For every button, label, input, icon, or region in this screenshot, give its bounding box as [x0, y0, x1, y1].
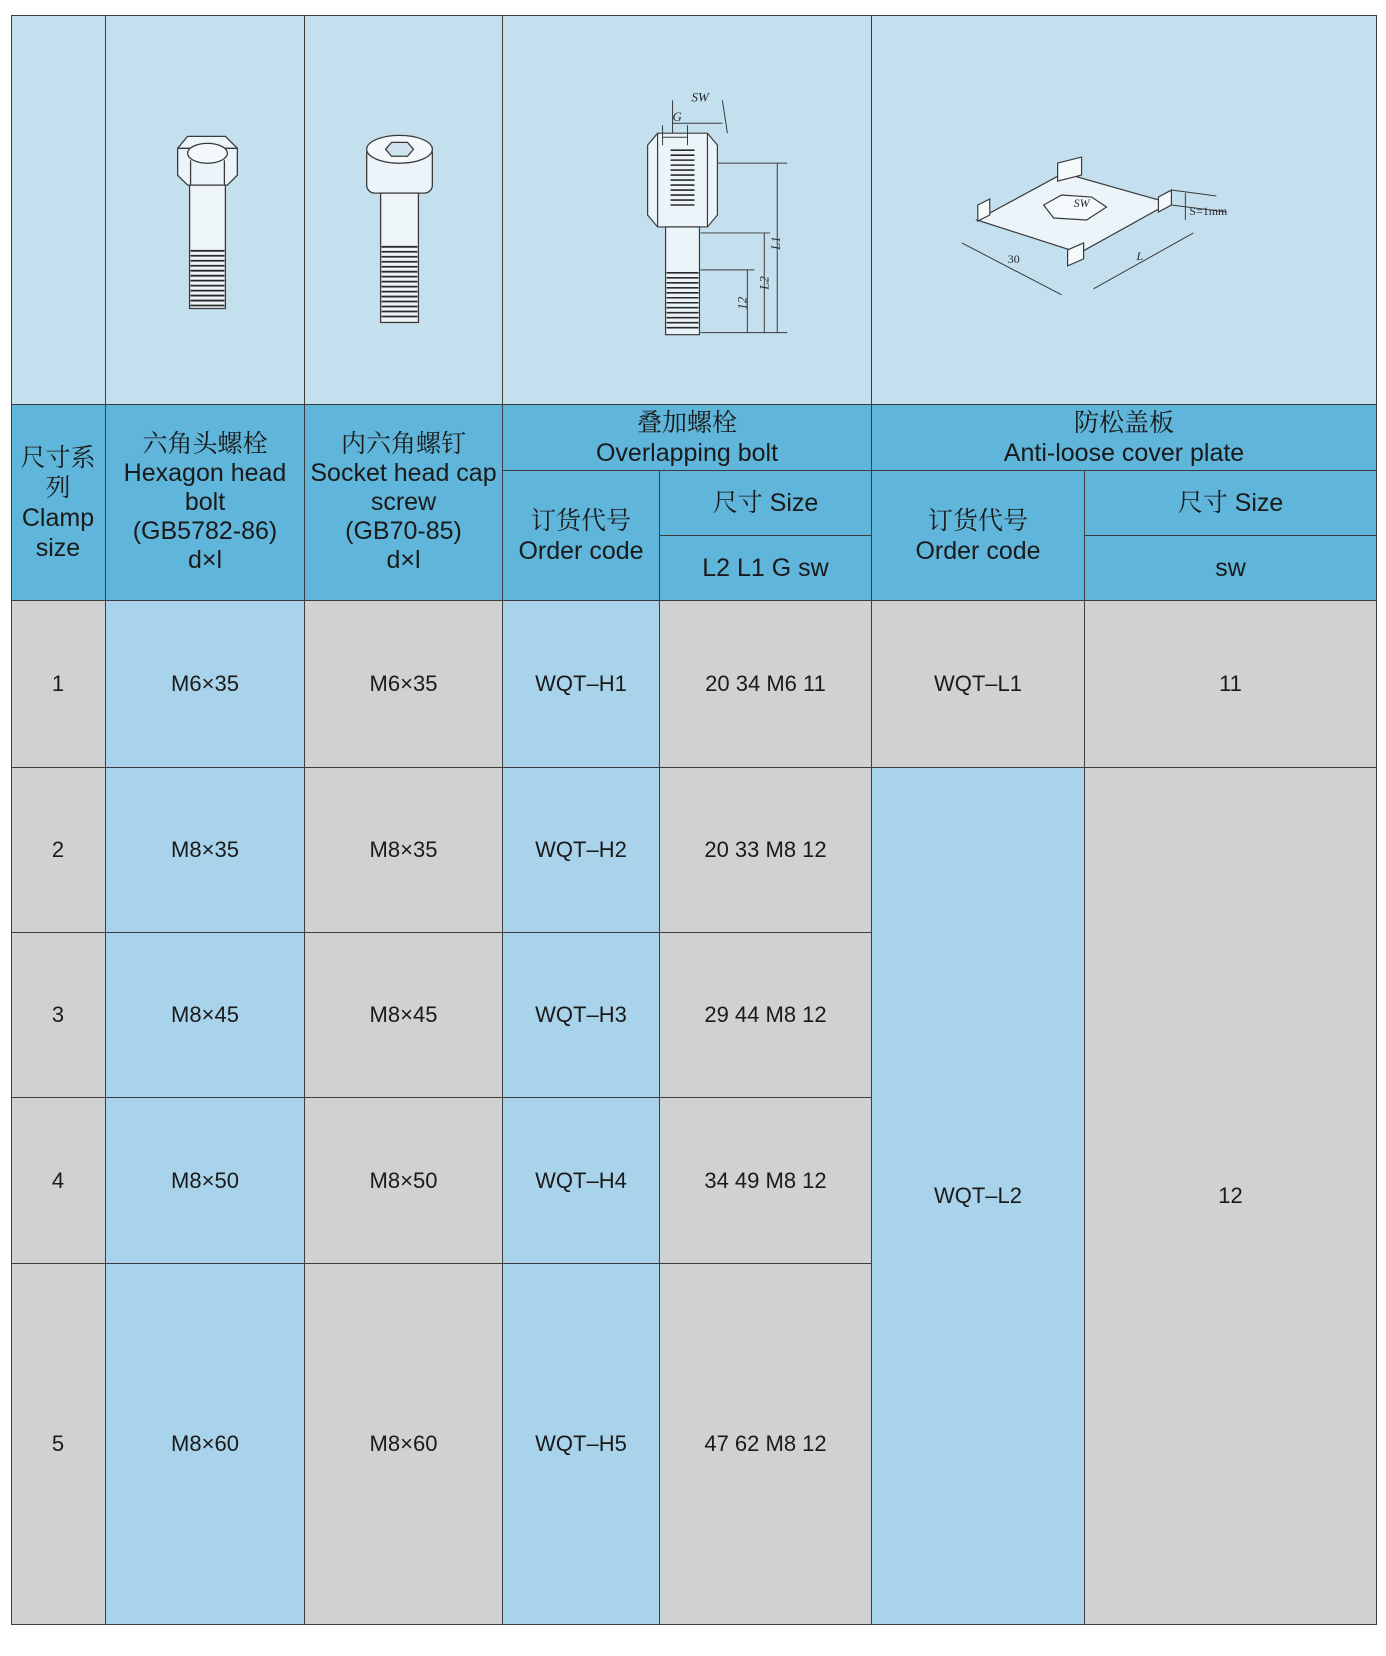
cell-clamp: 2 — [51, 837, 65, 862]
image-cell-hex-bolt — [106, 15, 305, 405]
cell-bolt-size: 34 49 M8 12 — [704, 1167, 827, 1193]
table-row-4-hex — [106, 1098, 305, 1264]
label-l: L — [1136, 248, 1144, 263]
cell-socket: M6×35 — [369, 671, 438, 696]
cell-hex: M8×45 — [171, 1002, 239, 1027]
table-row-5-bolt-size — [660, 1264, 872, 1625]
table-row-4-bolt-code — [503, 1098, 660, 1264]
header-plate-size-cols-label: sw — [1215, 554, 1246, 582]
cell-hex: M8×50 — [171, 1167, 239, 1193]
table-row-2-clamp — [11, 768, 106, 933]
header-hex-line2: Hexagon head — [123, 459, 287, 487]
table-row-1-plate-code — [872, 601, 1085, 768]
image-cell-socket-screw — [305, 15, 503, 405]
cover-plate-drawing — [872, 15, 1376, 405]
cell-socket: M8×45 — [369, 1002, 438, 1027]
header-clamp-line3: Clamp — [21, 503, 95, 532]
cell-clamp: 1 — [51, 671, 65, 696]
table-row-1-bolt-code — [503, 601, 660, 768]
table-row-1-clamp — [11, 601, 106, 768]
header-anti-en: Anti-loose cover plate — [1003, 438, 1245, 467]
table-row-3-bolt-size — [660, 933, 872, 1098]
table-row-5-socket — [305, 1264, 503, 1625]
label-l2: L2 — [756, 275, 772, 290]
header-socket-line4: (GB70-85) — [345, 517, 462, 545]
cell-clamp: 5 — [51, 1431, 65, 1456]
header-overlap-cn: 叠加螺栓 — [636, 408, 737, 437]
cell-hex: M8×60 — [171, 1431, 239, 1456]
table-plate-code-merged — [872, 768, 1085, 1625]
label-plate-sw: SW — [1073, 195, 1090, 210]
cell-bolt-code: WQT–H3 — [535, 1002, 627, 1027]
cell-plate-sw: 11 — [1219, 671, 1242, 696]
header-bolt-size — [660, 471, 872, 536]
cell-bolt-code: WQT–H2 — [535, 837, 627, 862]
header-hex-line5: d×l — [187, 546, 223, 574]
header-socket-line1: 内六角螺钉 — [340, 430, 466, 458]
header-overlapping-bolt — [503, 405, 872, 471]
header-socket-screw — [305, 405, 503, 601]
label-sw: SW — [691, 88, 709, 104]
cell-bolt-size: 29 44 M8 12 — [704, 1002, 827, 1027]
header-plate-order-en: Order code — [915, 536, 1041, 565]
cell-bolt-code: WQT–H1 — [535, 671, 627, 696]
table-row-4-bolt-size — [660, 1098, 872, 1264]
table-row-5-clamp — [11, 1264, 106, 1625]
header-bolt-order-en: Order code — [518, 536, 644, 565]
cell-hex: M8×35 — [171, 837, 239, 862]
label-s1mm: S=1mm — [1189, 203, 1228, 218]
cell-bolt-size: 20 33 M8 12 — [704, 837, 827, 862]
header-anti-loose — [872, 405, 1377, 471]
cell-socket: M8×35 — [369, 837, 438, 862]
cell-hex: M6×35 — [171, 671, 239, 696]
header-socket-line3: screw — [370, 488, 437, 516]
label-l1: L1 — [768, 235, 784, 250]
header-plate-order-code — [872, 471, 1085, 601]
table-row-3-socket — [305, 933, 503, 1098]
image-cell-overlapping-bolt — [503, 15, 872, 405]
table-row-1-bolt-size — [660, 601, 872, 768]
image-cell-empty — [11, 15, 106, 405]
table-row-2-bolt-code — [503, 768, 660, 933]
header-clamp-line2: 列 — [45, 473, 71, 502]
label-30: 30 — [1007, 251, 1020, 266]
cell-clamp: 3 — [51, 1002, 65, 1027]
cell-bolt-code: WQT–H5 — [535, 1431, 627, 1456]
header-plate-size-label: 尺寸 Size — [1177, 489, 1284, 517]
image-cell-cover-plate — [872, 15, 1377, 405]
cell-plate-code: WQT–L1 — [933, 671, 1023, 696]
table-row-1-hex — [106, 601, 305, 768]
header-socket-line2: Socket head cap — [310, 459, 497, 487]
header-overlap-en: Overlapping bolt — [595, 438, 779, 467]
socket-screw-drawing — [305, 15, 502, 405]
spec-table — [11, 15, 1377, 1625]
cell-plate-code: WQT–L2 — [933, 1183, 1023, 1208]
header-socket-line5: d×l — [386, 546, 421, 574]
table-row-5-bolt-code — [503, 1264, 660, 1625]
header-bolt-size-cols-label: L2 L1 G sw — [702, 554, 829, 582]
table-row-3-hex — [106, 933, 305, 1098]
header-clamp-line1: 尺寸系 — [20, 443, 96, 472]
header-hex-line4: (GB5782-86) — [132, 517, 278, 545]
cell-plate-sw: 12 — [1218, 1183, 1243, 1208]
table-plate-sw-merged — [1085, 768, 1377, 1625]
table-row-2-bolt-size — [660, 768, 872, 933]
label-12: 12 — [734, 296, 750, 310]
table-row-3-bolt-code — [503, 933, 660, 1098]
header-bolt-size-label: 尺寸 Size — [712, 489, 819, 517]
header-plate-size — [1085, 471, 1377, 536]
table-row-1-socket — [305, 601, 503, 768]
table-row-4-socket — [305, 1098, 503, 1264]
hex-bolt-drawing — [106, 15, 304, 405]
header-hex-line1: 六角头螺栓 — [142, 430, 268, 458]
header-anti-cn: 防松盖板 — [1073, 408, 1174, 437]
table-row-4-clamp — [11, 1098, 106, 1264]
label-g: G — [672, 108, 682, 124]
header-clamp-size — [11, 405, 106, 601]
header-bolt-order-code — [503, 471, 660, 601]
cell-bolt-size: 20 34 M6 11 — [705, 671, 826, 696]
cell-bolt-code: WQT–H4 — [535, 1167, 627, 1193]
table-row-2-hex — [106, 768, 305, 933]
header-clamp-line4: size — [35, 533, 81, 562]
header-plate-size-cols — [1085, 536, 1377, 601]
cell-bolt-size: 47 62 M8 12 — [704, 1431, 827, 1456]
table-row-5-hex — [106, 1264, 305, 1625]
header-plate-order-cn: 订货代号 — [927, 506, 1028, 535]
table-row-3-clamp — [11, 933, 106, 1098]
header-bolt-order-cn: 订货代号 — [530, 506, 631, 535]
table-row-1-plate-sw — [1085, 601, 1377, 768]
header-hex-line3: bolt — [184, 488, 226, 516]
overlapping-bolt-drawing — [503, 15, 871, 405]
header-bolt-size-cols — [660, 536, 872, 601]
cell-clamp: 4 — [51, 1167, 65, 1193]
header-hex-bolt — [106, 405, 305, 601]
table-row-2-socket — [305, 768, 503, 933]
cell-socket: M8×60 — [369, 1431, 438, 1456]
cell-socket: M8×50 — [369, 1167, 438, 1193]
